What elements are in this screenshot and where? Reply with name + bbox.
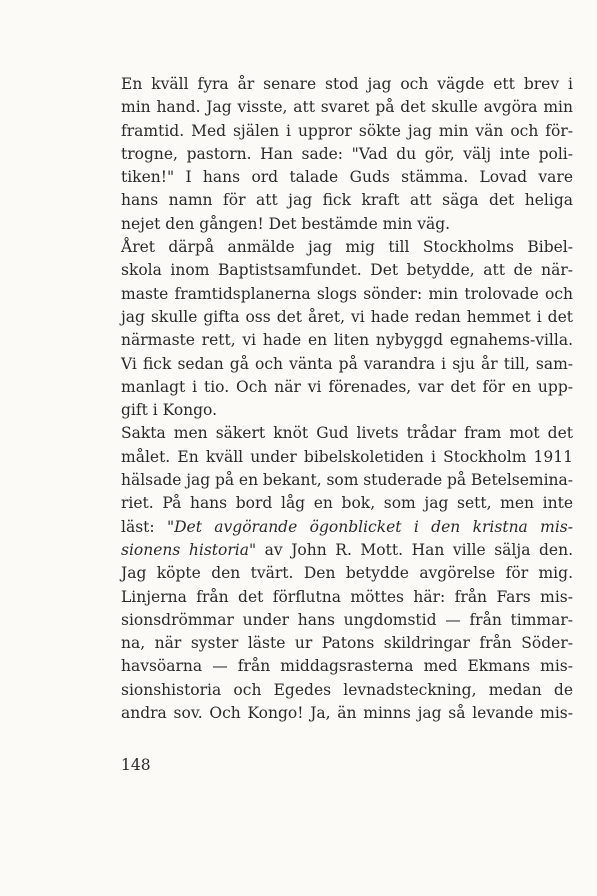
text-line: havsöarna — från middagsrasterna med Ekmans mis- xyxy=(121,657,573,676)
text-line: Året därpå anmälde jag mig till Stockholms Bibel- xyxy=(121,238,573,257)
text-line: framtid. Med själen i uppror sökte jag min vän och för- xyxy=(121,121,573,140)
paragraph-3 xyxy=(121,422,573,725)
text-line xyxy=(121,539,573,562)
text-line: maste framtidsplanerna slogs sönder: min trolovade och xyxy=(121,284,573,303)
paragraph-2 xyxy=(121,236,573,422)
text-line: Vi fick sedan gå och vänta på varandra i sju år till, sam- xyxy=(121,354,573,373)
text-line: Linjerna från det förflutna möttes här: från Fars mis- xyxy=(121,587,573,606)
text-line: sionsdrömmar under hans ungdomstid — från timmar- xyxy=(121,610,573,629)
text-line: trogne, pastorn. Han sade: "Vad du gör, välj inte poli- xyxy=(121,144,573,163)
text-run: läst: xyxy=(121,517,167,536)
text-line: tiken!" I hans ord talade Guds stämma. Lovad vare xyxy=(121,168,573,187)
book-title-italic-cont: sionens historia" xyxy=(121,540,257,559)
text-line: närmaste rett, vi hade en liten nybyggd egnahems-villa. xyxy=(121,331,573,350)
text-line: riet. På hans bord låg en bok, som jag sett, men inte xyxy=(121,494,573,513)
text-line: skola inom Baptistsamfundet. Det betydde, att de när- xyxy=(121,261,573,280)
text-line: Sakta men säkert knöt Gud livets trådar fram mot det xyxy=(121,424,573,443)
text-line: hälsade jag på en bekant, som studerade på Betelsemina- xyxy=(121,471,573,490)
paragraph-1 xyxy=(121,73,573,236)
page-number: 148 xyxy=(121,756,151,774)
text-line: sionshistoria och Egedes levnadsteckning, medan de xyxy=(121,680,573,699)
text-line: manlagt i tio. Och när vi förenades, var det för en upp- xyxy=(121,377,573,396)
text-line xyxy=(121,516,573,539)
text-line: na, när syster läste ur Patons skildringar från Söder- xyxy=(121,634,573,653)
text-line: målet. En kväll under bibelskoletiden i Stockholm 1911 xyxy=(121,447,573,466)
text-line: Jag köpte den tvärt. Den betydde avgörelse för mig. xyxy=(121,564,573,583)
text-run: av John R. Mott. Han ville sälja den. xyxy=(256,540,573,559)
text-line: En kväll fyra år senare stod jag och vägde ett brev i xyxy=(121,75,573,93)
text-line: andra sov. Och Kongo! Ja, än minns jag så levande mis- xyxy=(121,704,573,723)
text-line: hans namn för att jag fick kraft att säga det heliga xyxy=(121,191,573,210)
text-line: nejet den gången! Det bestämde min väg. xyxy=(121,214,451,233)
book-title-italic: "Det avgörande ögonblicket i den kristna mis- xyxy=(166,517,573,536)
body-text xyxy=(121,73,573,725)
text-line: min hand. Jag visste, att svaret på det skulle avgöra min xyxy=(121,98,573,117)
text-line: gift i Kongo. xyxy=(121,401,218,420)
text-line: jag skulle gifta oss det året, vi hade redan hemmet i det xyxy=(121,307,573,326)
